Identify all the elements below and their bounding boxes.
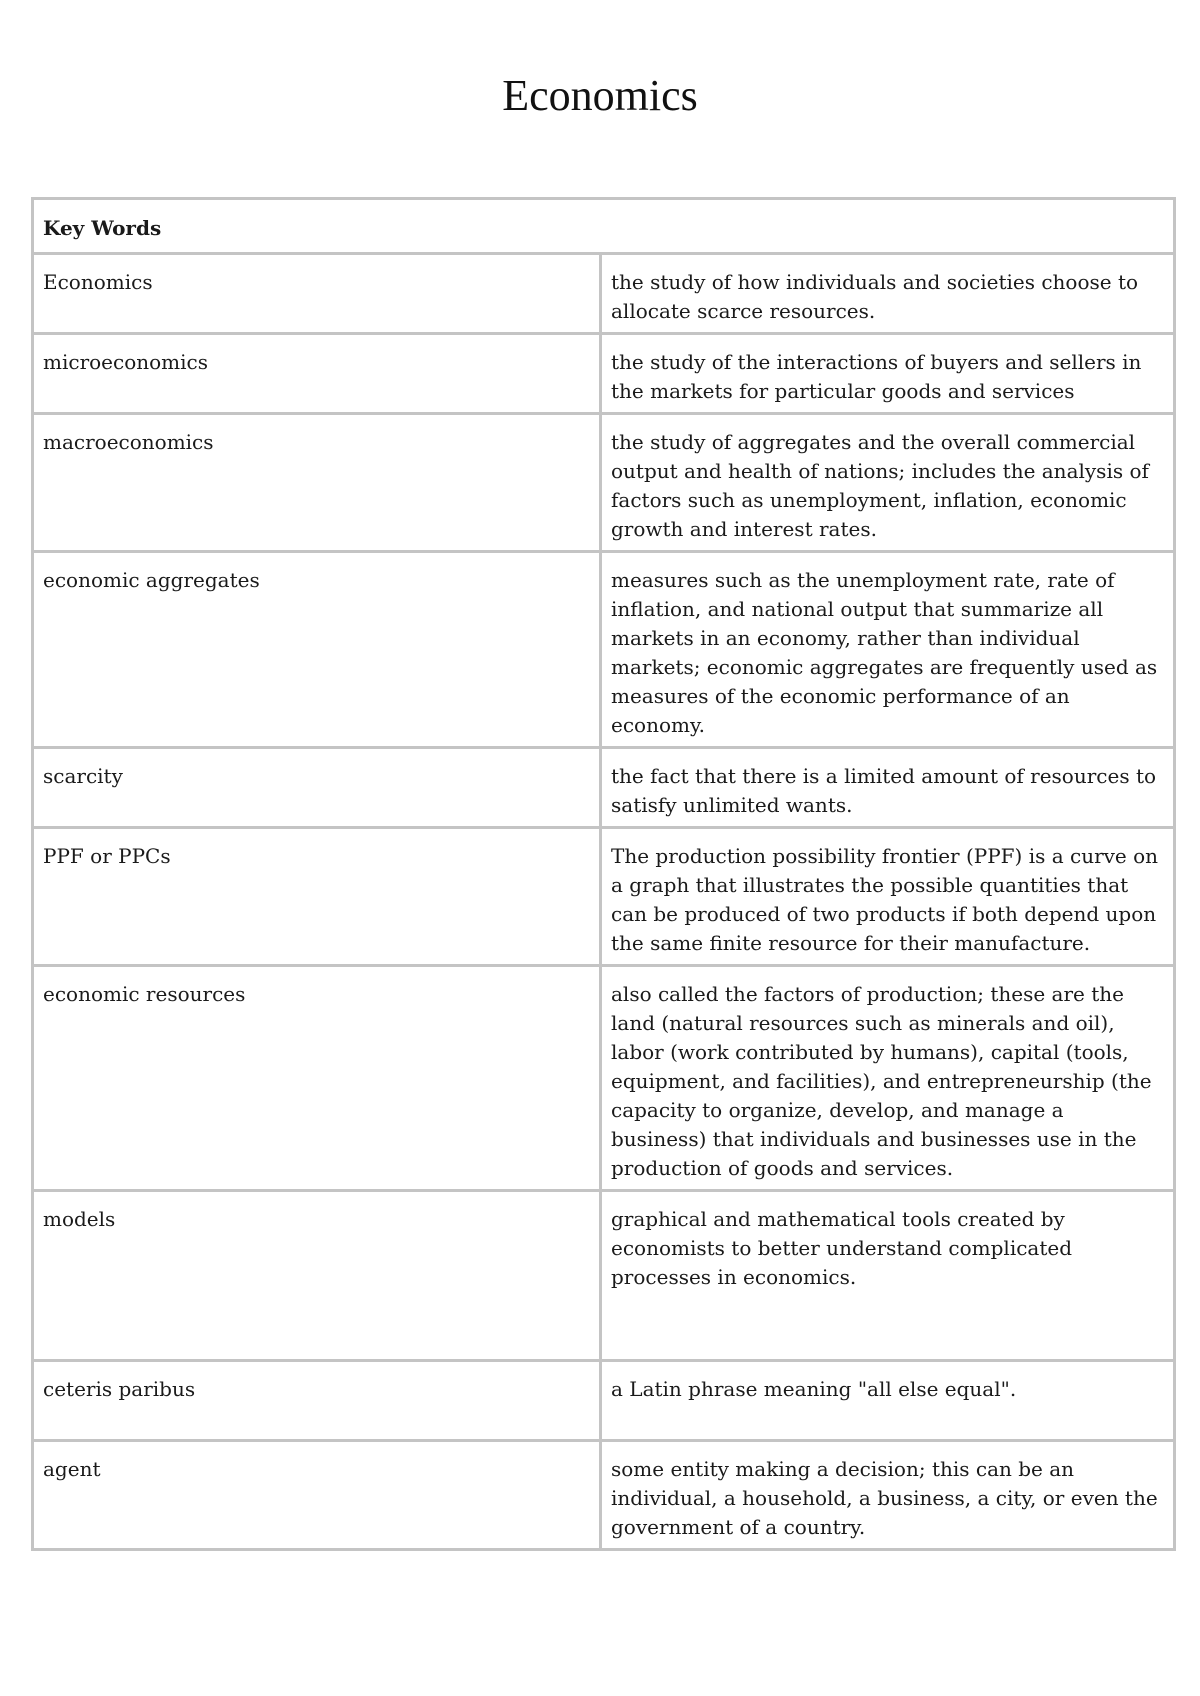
key-words-table [31, 197, 1176, 1551]
term-cell: PPF or PPCs [33, 828, 601, 966]
definition-cell: some entity making a decision; this can be an individual, a household, a business, a city, or even the government of a country. [601, 1441, 1175, 1550]
definition-cell: the study of how individuals and societies choose to allocate scarce resources. [601, 254, 1175, 334]
table-row [33, 1191, 1175, 1361]
definition-cell: measures such as the unemployment rate, rate of inflation, and national output that summarize all markets in an economy, rather than individual markets; economic aggregates are frequently used as measures of the economic performance of an economy. [601, 552, 1175, 748]
definition-cell: also called the factors of production; these are the land (natural resources such as minerals and oil), labor (work contributed by humans), capital (tools, equipment, and facilities), and entrepreneurship (the capacity to organize, develop, and manage a business) that individuals and businesses use in the production of goods and services. [601, 966, 1175, 1191]
table-row [33, 552, 1175, 748]
table-row [33, 254, 1175, 334]
definition-cell: the study of the interactions of buyers and sellers in the markets for particular goods and services [601, 334, 1175, 414]
definition-cell: graphical and mathematical tools created by economists to better understand complicated processes in economics. [601, 1191, 1175, 1361]
term-cell: models [33, 1191, 601, 1361]
table-row [33, 748, 1175, 828]
term-cell: Economics [33, 254, 601, 334]
term-cell: macroeconomics [33, 414, 601, 552]
table-header: Key Words [33, 199, 1175, 254]
table-row [33, 828, 1175, 966]
table-row [33, 966, 1175, 1191]
table-header-row [33, 199, 1175, 254]
definition-cell: The production possibility frontier (PPF) is a curve on a graph that illustrates the possible quantities that can be produced of two products if both depend upon the same finite resource for their manufacture. [601, 828, 1175, 966]
term-cell: ceteris paribus [33, 1361, 601, 1441]
term-cell: agent [33, 1441, 601, 1550]
term-cell: scarcity [33, 748, 601, 828]
term-cell: economic resources [33, 966, 601, 1191]
term-cell: microeconomics [33, 334, 601, 414]
definition-cell: a Latin phrase meaning "all else equal". [601, 1361, 1175, 1441]
table-row [33, 1441, 1175, 1550]
table-row [33, 334, 1175, 414]
term-cell: economic aggregates [33, 552, 601, 748]
page-title: Economics [502, 71, 698, 120]
definition-cell: the fact that there is a limited amount of resources to satisfy unlimited wants. [601, 748, 1175, 828]
definition-cell: the study of aggregates and the overall commercial output and health of nations; includes the analysis of factors such as unemployment, inflation, economic growth and interest rates. [601, 414, 1175, 552]
table-row [33, 1361, 1175, 1441]
table-row [33, 414, 1175, 552]
